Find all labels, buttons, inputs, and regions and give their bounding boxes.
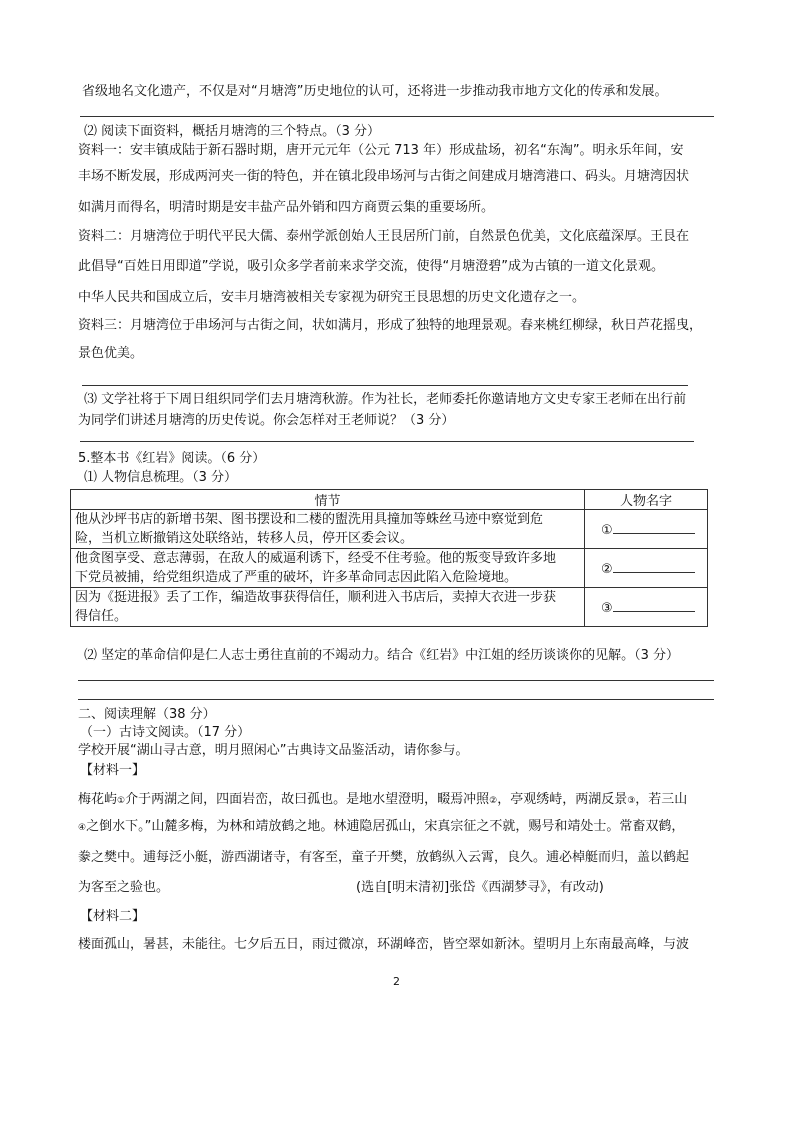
answer-line [82,385,688,386]
text-line: 梅花屿①介于两湖之间，四面岩峦，故曰孤也。是地水望澄明，畷焉冲照②，亭观绣峙，两湖反景③，若三山 [78,792,688,807]
text-line: 豢之樊中。逋每泛小艇，游西湖诸寺，有客至，童子开樊，放鹤纵入云霄，良久。逋必棹艇而归，盖以鹤起 [78,850,690,865]
answer-blank[interactable] [613,560,695,573]
table-cell-plot: 因为《挺进报》丢了工作，编造故事获得信任，顺利进入书店后，卖掉大衣进一步获 [75,590,557,605]
table-cell-plot: 下党员被捕，给党组织造成了严重的破坏，许多革命同志因此陷入危险境地。 [75,570,518,585]
material-heading: 【材料二】 [80,909,146,924]
text-line: 中华人民共和国成立后，安丰月塘湾被相关专家视为研究王艮思想的历史文化遗存之一。 [78,290,586,305]
section-heading: 二、阅读理解（38 分） [78,707,216,722]
page-number: 2 [393,975,400,988]
question-5: 5.整本书《红岩》阅读。（6 分） [78,451,266,466]
question-3: ⑶ 文学社将于下周日组织同学们去月塘湾秋游。作为社长，老师委托你邀请地方文史专家王老师在出行前 [84,392,687,407]
text-line: 楼面孤山，暑甚，未能往。七夕后五日，雨过微凉，环湖峰峦，皆空翠如新沐。望明月上东南最高峰，与波 [78,937,690,952]
text-line: ④之倒水下。”山麓多梅，为林和靖放鹤之地。林逋隐居孤山，宋真宗征之不就，赐号和靖处士。常畜双鹤， [78,819,685,834]
subsection-heading: （一）古诗文阅读。（17 分） [80,725,251,740]
text-line: 资料一：安丰镇成陆于新石器时期，唐开元元年（公元 713 年）形成盐场，初名“东淘”。明永乐年间，安 [78,143,684,158]
character-table [70,489,708,627]
text-line: 为同学们讲述月塘湾的历史传说。你会怎样对王老师说？（3 分） [78,413,455,428]
text-line: 资料三：月塘湾位于串场河与古街之间，状如满月，形成了独特的地理景观。春来桃红柳绿，秋日芦花摇曳， [78,318,703,333]
answer-blank[interactable] [613,521,695,534]
table-header-plot: 情节 [71,490,585,510]
table-row [71,588,708,627]
answer-mark: ① [601,522,613,538]
question-2: ⑵ 阅读下面资料，概括月塘湾的三个特点。（3 分） [84,124,381,139]
text-line: 学校开展“湖山寻古意，明月照闲心”古典诗文品鉴活动，请你参与。 [78,743,469,758]
table-row [71,510,708,549]
text-line: 省级地名文化遗产，不仅是对“月塘湾”历史地位的认可，还将进一步推动我市地方文化的传承和发展。 [82,84,668,99]
question-5-1: ⑴ 人物信息梳理。（3 分） [84,470,238,485]
text-line: 此倡导“百姓日用即道”学说，吸引众多学者前来求学交流，使得“月塘澄碧”成为古镇的一道文化景观。 [78,259,664,274]
text-line: 如满月而得名，明清时期是安丰盐产品外销和四方商贾云集的重要场所。 [78,200,495,215]
table-cell-plot: 得信任。 [75,609,128,624]
table-header-name: 人物名字 [585,490,708,510]
table-row [71,549,708,588]
answer-line [78,699,714,700]
answer-mark: ③ [601,600,613,616]
table-cell-plot: 险，当机立断撤销这处联络站，转移人员，停开区委会议。 [75,531,414,546]
text-line: 丰场不断发展，形成两河夹一街的特色，并在镇北段串场河与古街之间建成月塘湾港口、码头。月塘湾因状 [78,169,690,184]
answer-line [80,441,694,442]
answer-mark: ② [601,561,613,577]
text-line: 景色优美。 [78,346,144,361]
text-line: 资料二：月塘湾位于明代平民大儒、泰州学派创始人王艮居所门前，自然景色优美，文化底蕴深厚。王艮在 [78,229,690,244]
table-cell-plot: 他贪图享受、意志薄弱，在敌人的威逼利诱下，经受不住考验。他的叛变导致许多地 [75,551,557,566]
question-5-2: ⑵ 坚定的革命信仰是仁人志士勇往直前的不竭动力。结合《红岩》中江姐的经历谈谈你的见解。（3 分） [84,648,680,663]
answer-line [78,680,714,681]
material-heading: 【材料一】 [80,763,146,778]
answer-blank[interactable] [613,599,695,612]
text-line: 为客至之验也。 [78,880,170,895]
source-citation: (选自[明末清初]张岱《西湖梦寻》，有改动) [356,880,604,895]
answer-line [80,116,714,117]
table-cell-plot: 他从沙坪书店的新增书架、图书摆设和二楼的盥洗用具撞加等蛛丝马迹中察觉到危 [75,512,544,527]
